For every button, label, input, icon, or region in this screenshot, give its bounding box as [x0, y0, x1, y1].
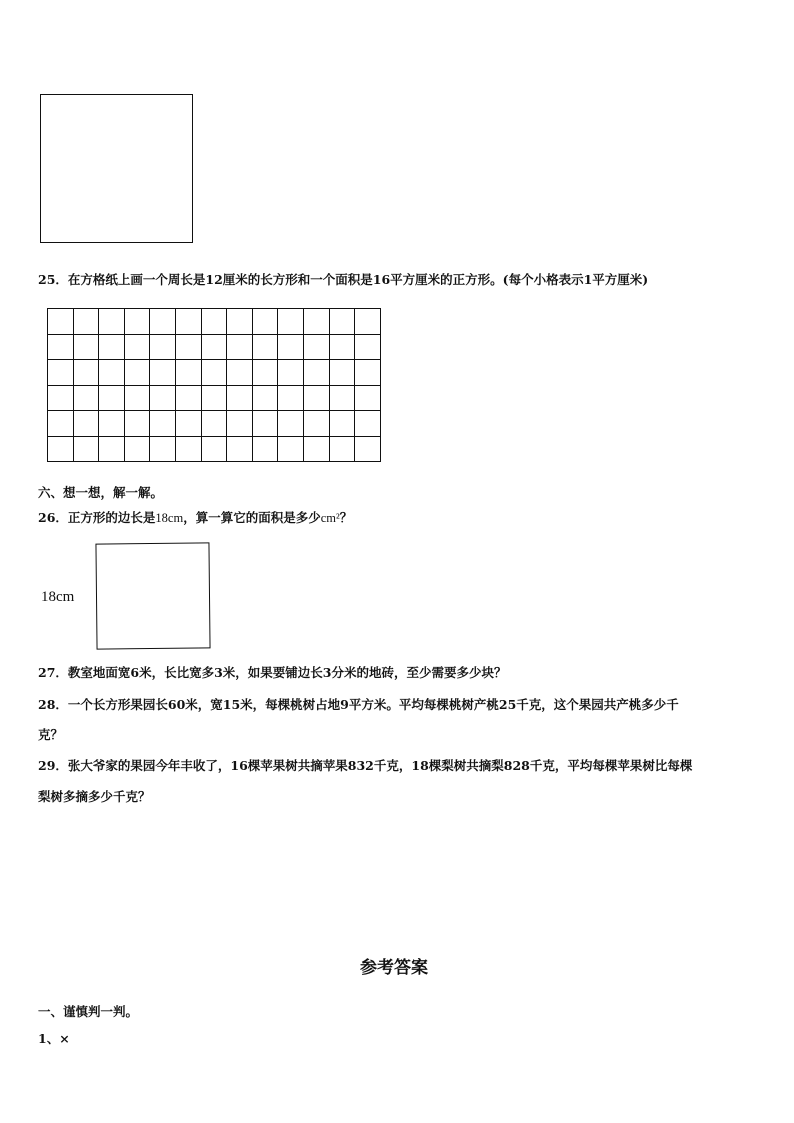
grid-cell [330, 360, 356, 386]
grid-cell [48, 386, 74, 412]
grid-paper [47, 308, 381, 462]
question-28-line-1: 28．一个长方形果园长60米，宽15米，每棵桃树占地9平方米。平均每棵桃树产桃25千克，这个果园共产桃多少千 [38, 697, 679, 712]
grid-cell [74, 386, 100, 412]
question-26-suffix: ？ [339, 510, 353, 525]
grid-cell [330, 437, 356, 463]
grid-cell [330, 386, 356, 412]
grid-cell [278, 360, 304, 386]
answer-item-1: 1、× [38, 1031, 70, 1046]
question-26-middle: ，算一算它的面积是多少 [183, 510, 321, 525]
grid-cell [278, 309, 304, 335]
grid-cell [125, 360, 151, 386]
grid-cell [355, 309, 381, 335]
grid-cell [150, 335, 176, 361]
question-26-side: 18cm [155, 511, 184, 525]
grid-cell [48, 360, 74, 386]
grid-cell [99, 309, 125, 335]
grid-cell [278, 335, 304, 361]
grid-cell [99, 335, 125, 361]
grid-cell [227, 335, 253, 361]
grid-cell [150, 437, 176, 463]
grid-cell [99, 437, 125, 463]
grid-cell [253, 411, 279, 437]
grid-cell [330, 411, 356, 437]
question-26-prefix: 26．正方形的边长是 [38, 510, 156, 525]
grid-cell [150, 411, 176, 437]
grid-cell [125, 437, 151, 463]
grid-cell [202, 309, 228, 335]
question-29-line-1: 29．张大爷家的果园今年丰收了，16棵苹果树共摘苹果832千克，18棵梨树共摘梨828千克，平均每棵苹果树比每棵 [38, 758, 693, 773]
grid-cell [48, 309, 74, 335]
grid-cell [355, 437, 381, 463]
question-25: 25．在方格纸上画一个周长是12厘米的长方形和一个面积是16平方厘米的正方形。(每个小格表示1平方厘米) [38, 272, 649, 287]
grid-cell [48, 411, 74, 437]
grid-cell [74, 335, 100, 361]
square-figure-top [40, 94, 193, 243]
answers-title: 参考答案 [360, 958, 428, 978]
grid-cell [278, 386, 304, 412]
grid-cell [176, 437, 202, 463]
grid-cell [304, 437, 330, 463]
grid-cell [304, 309, 330, 335]
grid-cell [99, 386, 125, 412]
grid-cell [176, 360, 202, 386]
grid-cell [278, 411, 304, 437]
grid-cell [202, 335, 228, 361]
grid-cell [99, 360, 125, 386]
grid-cell [278, 437, 304, 463]
grid-cell [253, 309, 279, 335]
grid-cell [125, 335, 151, 361]
grid-cell [74, 411, 100, 437]
grid-cell [202, 437, 228, 463]
grid-cell [355, 360, 381, 386]
question-26 [38, 510, 352, 526]
grid-cell [355, 411, 381, 437]
grid-cell [202, 386, 228, 412]
grid-cell [330, 335, 356, 361]
grid-cell [304, 360, 330, 386]
grid-cell [304, 386, 330, 412]
grid-cell [253, 386, 279, 412]
grid-cell [253, 335, 279, 361]
grid-cell [253, 360, 279, 386]
grid-cell [125, 309, 151, 335]
grid-cell [355, 386, 381, 412]
grid-cell [227, 386, 253, 412]
square-figure-18cm [95, 542, 210, 649]
grid-cell [330, 309, 356, 335]
grid-cell [48, 335, 74, 361]
grid-cell [150, 360, 176, 386]
question-27: 27．教室地面宽6米，长比宽多3米，如果要铺边长3分米的地砖，至少需要多少块？ [38, 665, 507, 680]
grid-cell [202, 360, 228, 386]
grid-cell [304, 335, 330, 361]
grid-cell [176, 386, 202, 412]
question-26-unit: cm² [320, 511, 340, 525]
answers-section-1-heading: 一、谨慎判一判。 [38, 1004, 139, 1019]
grid-cell [74, 437, 100, 463]
question-28-line-2: 克？ [38, 727, 64, 742]
section-6-heading: 六、想一想，解一解。 [38, 485, 164, 500]
grid-cell [176, 335, 202, 361]
grid-cell [74, 309, 100, 335]
grid-cell [202, 411, 228, 437]
grid-cell [150, 386, 176, 412]
grid-cell [227, 411, 253, 437]
grid-cell [304, 411, 330, 437]
grid-cell [227, 309, 253, 335]
grid-cell [253, 437, 279, 463]
grid-cell [227, 437, 253, 463]
grid-cell [227, 360, 253, 386]
grid-cell [48, 437, 74, 463]
grid-cell [125, 386, 151, 412]
grid-cell [125, 411, 151, 437]
question-29-line-2: 梨树多摘多少千克？ [38, 789, 151, 804]
grid-cell [176, 411, 202, 437]
square-side-label: 18cm [41, 589, 75, 605]
grid-cell [99, 411, 125, 437]
grid-cell [74, 360, 100, 386]
grid-cell [150, 309, 176, 335]
grid-cell [355, 335, 381, 361]
grid-cell [176, 309, 202, 335]
